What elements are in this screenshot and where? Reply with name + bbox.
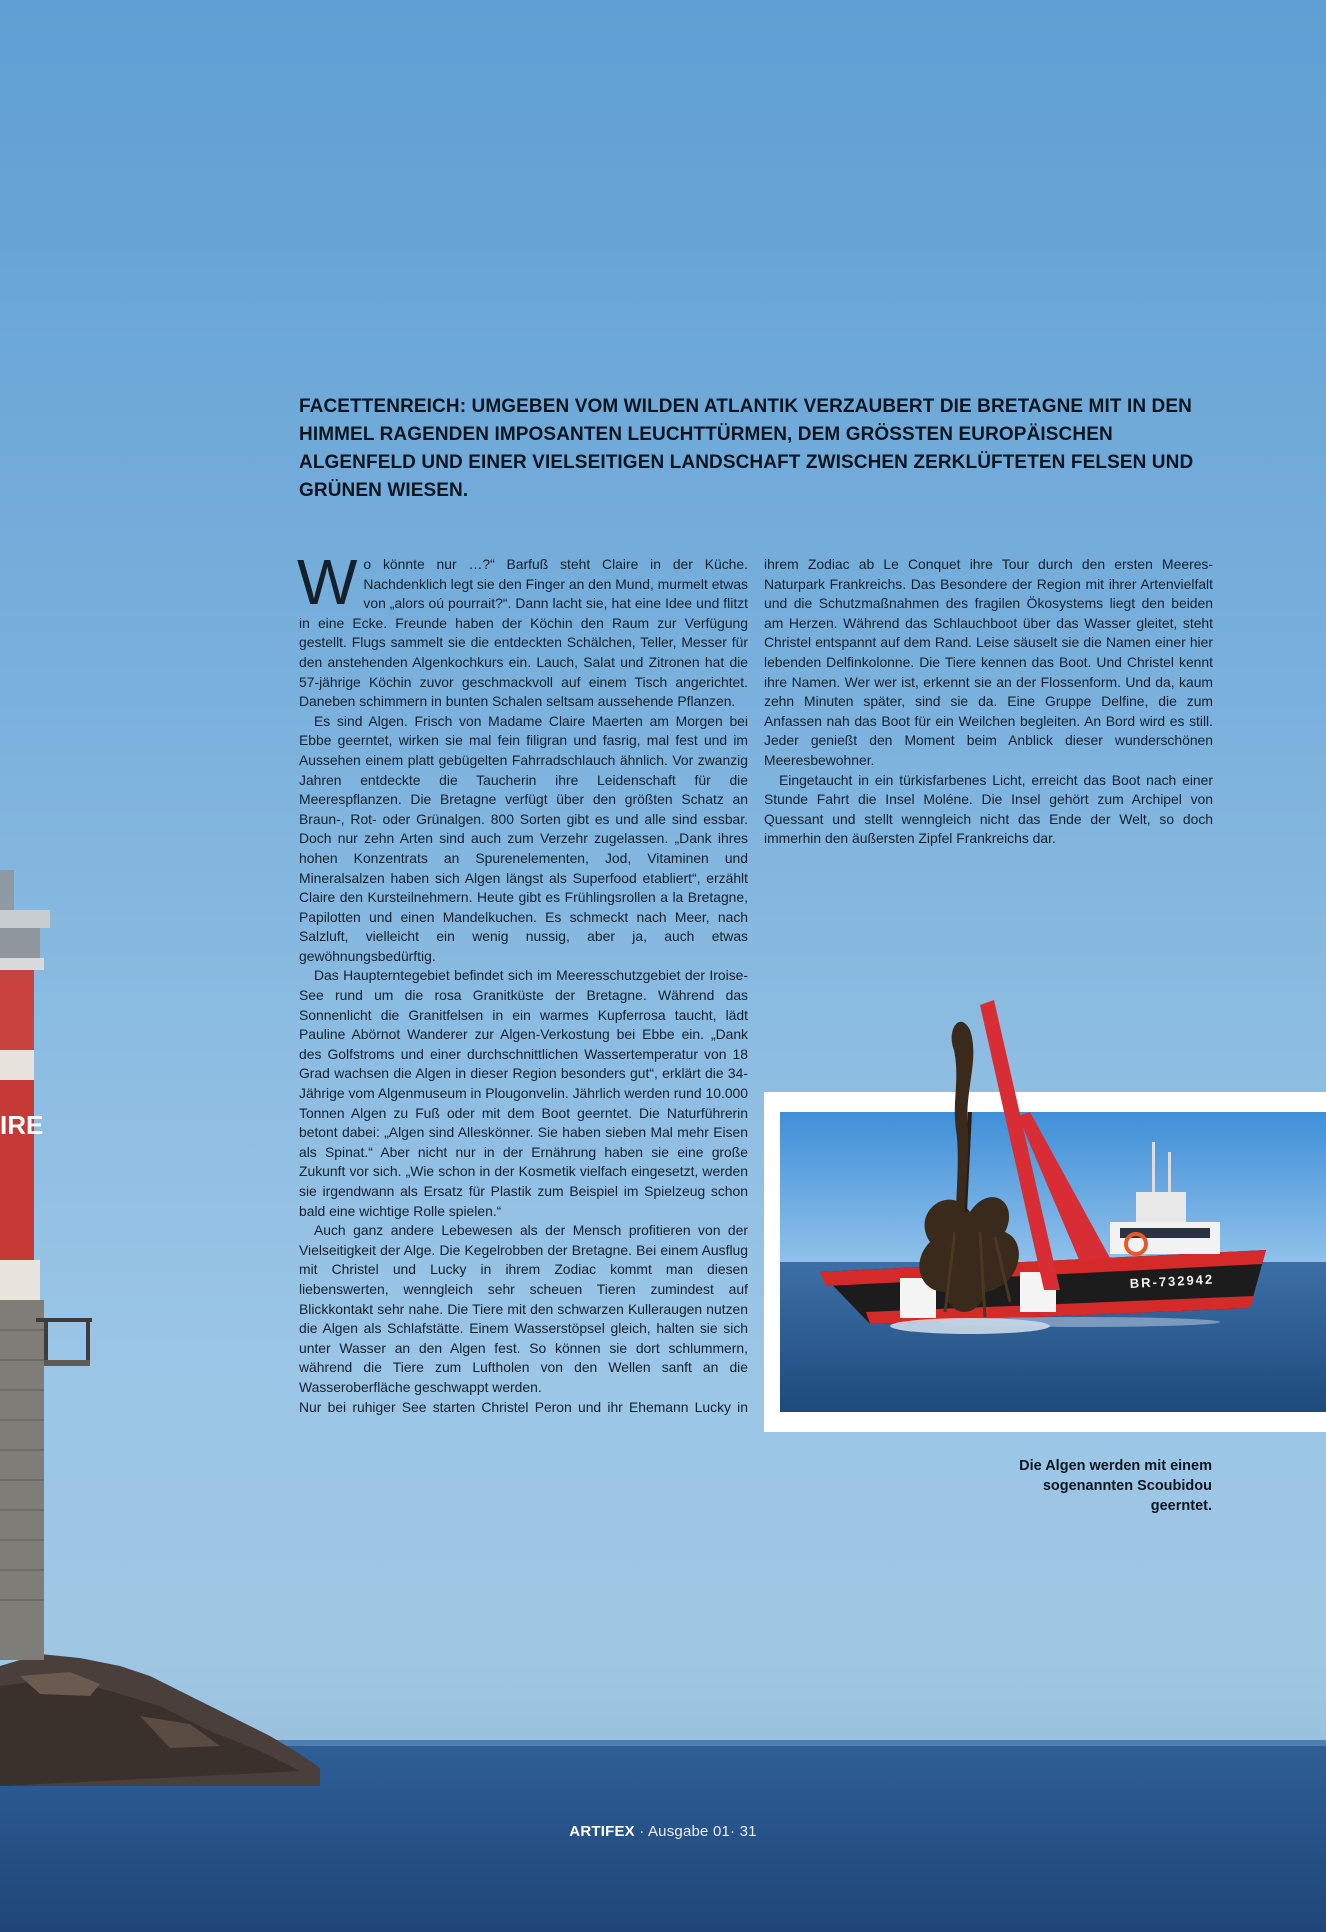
- boat-registration: BR-732942: [1129, 1271, 1215, 1291]
- crane-arm-overlay: [940, 990, 1080, 1290]
- paragraph-3: Das Haupterntegebiet befindet sich im Meeresschutzgebiet der Iroise-See rund um die rosa Granitküste der Bretagne. Während das Sonnenlicht die Granitfelsen in ein warmes Kupferrosa taucht, lädt Pauline Abörnot Wanderer zur Algen-Verkostung bei Ebbe ein. „Dank des Golfstroms und einer durchschnittlichen Wassertemperatur von 18 Grad wachsen die Algen in dieser Region besonders gut“, erklärt die 34-Jährige vom Algenmuseum in Plougonvelin. Jährlich werden rund 10.000 Tonnen Algen zu Fuß oder mit dem Boot geerntet. Die Naturführerin betont dabei: „Algen sind Alleskönner. Sie haben sieben Mal mehr Eisen als Spinat.“ Aber nicht nur in der Ernährung haben sie eine große Zukunft vor sich. „Wie schon in der Kosmetik vielfach eingesetzt, werden sie irgendwann als Ersatz für Plastik zum Beispiel im Spielzeug schon bald eine wichtige Rolle spielen.“: [299, 967, 748, 1219]
- drop-cap: W: [297, 546, 358, 618]
- photo-caption: Die Algen werden mit einem sogenannten Scoubidou geerntet.: [1019, 1458, 1212, 1514]
- paragraph-4: Auch ganz andere Lebewesen als der Mensch profitieren von der Vielseitigkeit der Alge. Die Kegelrobben der Bretagne. Bei einem Ausflug mit Christel und Lucky in ihrem Zodiac kommt man diesen liebenswerten, wenngleich sehr scheuen Tieren zumindest auf Blickkontakt sehr nahe. Die Tiere mit den schwarzen Kulleraugen nutzen die Algen als Schlafstätte. Einem Wasserstöpsel gleich, halten sie sich unter Wasser an den Algen fest. So können sie dort schlummern, während die Tiere zum Luftholen von den Wellen sanft an die Wasseroberfläche geschwappt werden.: [299, 1222, 748, 1395]
- lighthouse-sign-text: IRE: [0, 1110, 44, 1140]
- article-column-right: [764, 555, 1213, 849]
- paragraph-7: Eingetaucht in ein türkisfarbenes Licht, erreicht das Boot nach einer Stunde Fahrt die Insel Moléne. Die Insel gehört zum Archipel von Quessant und stellt wenngleich nicht das Ende der Welt, so doch immerhin den äußersten Zipfel Frankreichs dar.: [764, 771, 1213, 847]
- lighthouse-illustration: [0, 870, 100, 1660]
- paragraph-1: o könnte nur …?“ Barfuß steht Claire in der Küche. Nachdenklich legt sie den Finger an den Mund, murmelt etwas von „alors oú pourrait?“. Dann lacht sie, hat eine Idee und flitzt in eine Ecke. Freunde haben der Köchin den Raum zur Verfügung gestellt. Flugs sammelt sie die entdeckten Schälchen, Teller, Messer für den anstehenden Algenkochkurs ein. Lauch, Salat und Zitronen hat die 57-jährige Köchin zuvor geschmackvoll auf einem Tisch angerichtet. Daneben schimmern in bunten Schalen seltsam aussehende Pflanzen.: [299, 556, 748, 710]
- footer-brand: ARTIFEX: [569, 1823, 635, 1840]
- paragraph-2: Es sind Algen. Frisch von Madame Claire Maerten am Morgen bei Ebbe geerntet, wirken sie mal fein filigran und fasrig, mal fest und im Aussehen einem platt gebügelten Fahrradschlauch ähnlich. Vor zwanzig Jahren entdeckte die Taucherin ihre Leidenschaft für die Meerespflanzen. Die Bretagne verfügt über den größten Schatz an Braun-, Rot- oder Grünalgen. 800 Sorten gibt es und alle sind essbar. Doch nur zehn Arten sind auch zum Verzehr zugelassen. „Dank ihres hohen Konzentrats an Spurenelementen, Jod, Vitaminen und Mineralsalzen haben sich Algen längst als Superfood etabliert“, erzählt Claire den Kursteilnehmern. Heute gibt es Frühlingsrollen a la Bretagne, Papilotten und einen Mandelkuchen. Es schmeckt nach Meer, nach Salzluft, vielleicht ein wenig nussig, aber ja, auch etwas gewöhnungsbedürftig.: [299, 712, 748, 964]
- footer-issue: · Ausgabe 01· 31: [634, 1823, 757, 1840]
- paragraph-6: ihrem Zodiac ab Le Conquet ihre Tour durch den ersten Meeres-Naturpark Frankreichs. Das Besondere der Region mit ihrer Artenvielfalt und die Schutzmaßnahmen des fragilen Ökosystems liegt den beiden am Herzen. Während das Schlauchboot über das Wasser gleitet, steht Christel entspannt auf dem Rand. Leise säuselt sie die Namen einer hier lebenden Delfinkolonne. Die Tiere kennen das Boot. Und Christel kennt ihre Namen. Wer wer ist, erkennt sie an der Flossenform. Und da, kaum zehn Minuten später, sind sie da. Eine Gruppe Delfine, die zum Anfassen nah das Boot für ein Weilchen begleiten. An Bord wird es still. Jeder genießt den Moment beim Anblick dieser wunderschönen Meeresbewohner.: [764, 556, 1213, 768]
- article-column-left: [297, 546, 748, 1417]
- paragraph-5: Nur bei ruhiger See starten Christel Peron und ihr Ehemann Lucky in: [299, 1398, 748, 1415]
- intro-headline: FACETTENREICH: UMGEBEN VOM WILDEN ATLANTIK VERZAUBERT DIE BRETAGNE MIT IN DEN HIMMEL RAGENDEN IMPOSANTEN LEUCHTTÜRMEN, DEM GRÖSSTEN EUROPÄISCHEN ALGENFELD UND EINER VIELSEITIGEN LANDSCHAFT ZWISCHEN ZERKLÜFTETEN FELSEN UND GRÜNEN WIESEN.: [299, 396, 1194, 501]
- page-footer: [0, 1823, 1326, 1840]
